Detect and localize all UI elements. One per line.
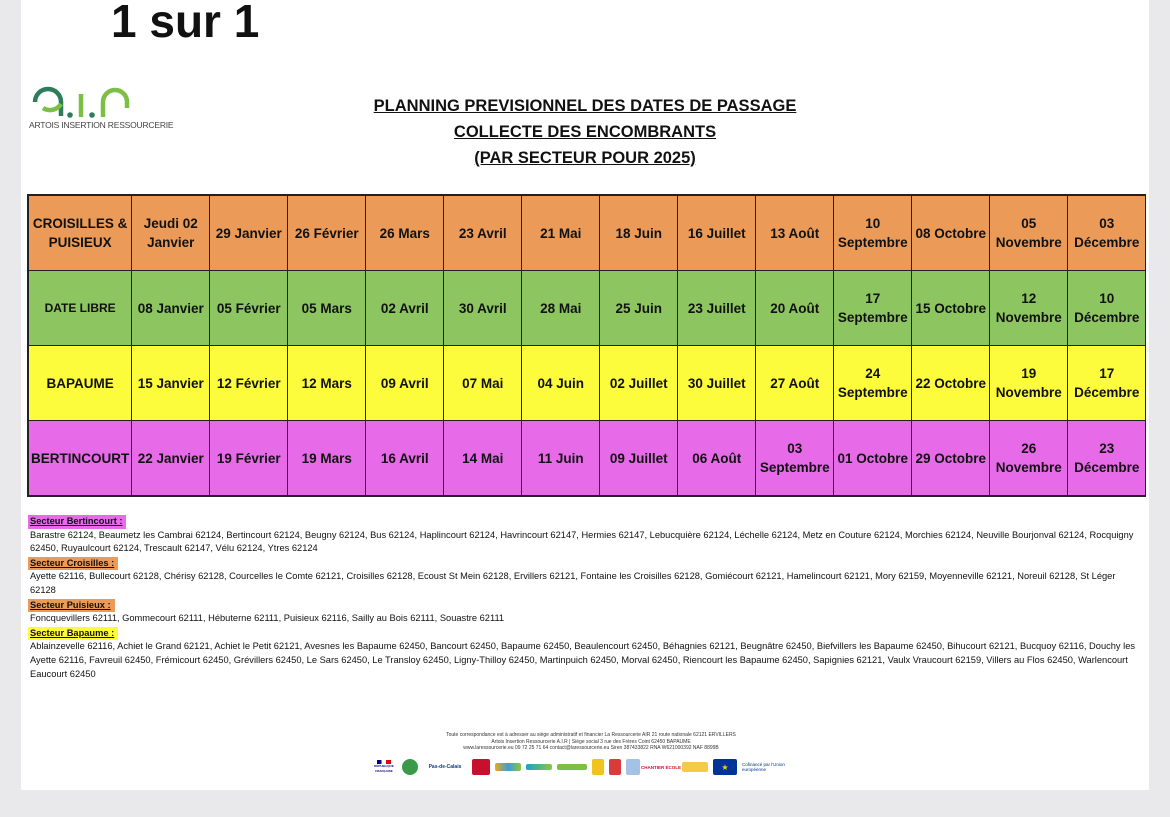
date-cell: 08 Octobre <box>912 195 990 271</box>
page-counter: 1 sur 1 <box>111 0 260 47</box>
sector-communes-bertincourt: Barastre 62124, Beaumetz les Cambrai 62124, Bertincourt 62124, Beugny 62124, Bus 62124, Haplincourt 62124, Havrincourt 62147, Hermies 62147, Lebucquière 62124, Léchelle 62124, Metz en Couture 62124, Morchies 62124, Neuville Bourjonval 62124, Rocquigny 62450, Ruyaulcourt 62124, Trescault 62147, Vélu 62124, Ytres 62124 <box>30 529 1134 554</box>
date-cell: 19 Novembre <box>990 346 1068 421</box>
date-cell: 01 Octobre <box>834 421 912 497</box>
sector-communes-croisilles: Ayette 62116, Bullecourt 62128, Chérisy 62128, Courcelles le Comte 62121, Croisilles 62128, Ecoust St Mein 62128, Ervillers 62121, Fontaine les Croisilles 62128, Gomiécourt 62121, Hamelincourt 62121, Mory 62159, Moyenneville 62121, Noreuil 62128, St Léger 62128 <box>30 571 1116 595</box>
date-cell: 04 Juin <box>522 346 600 421</box>
date-cell: 17 Décembre <box>1068 346 1146 421</box>
schedule-row <box>28 346 1146 421</box>
chantier-ecole-label: CHANTIER ÉCOLE <box>641 764 682 770</box>
date-cell: 11 Juin <box>522 421 600 497</box>
schedule-table <box>27 194 1146 497</box>
sector-communes-bapaume: Ablainzevelle 62116, Achiet le Grand 62121, Achiet le Petit 62121, Avesnes les Bapaume 62450, Bancourt 62450, Bapaume 62450, Beaulencourt 62450, Béhagnies 62121, Beugnâtre 62450, Biefvillers les Bapaume 62450, Bihucourt 62121, Bucquoy 62116, Douchy les Ayette 62116, Favreuil 62450, Frémicourt 62450, Grévillers 62450, Le Sars 62450, Le Transloy 62450, Ligny-Thilloy 62450, Martinpuich 62450, Morval 62450, Riencourt les Bapaume 62450, Sapignies 62121, Vaulx Vraucourt 62159, Villers au Flos 62450, Warlencourt Eaucourt 62450 <box>30 641 1136 679</box>
pas-de-calais-logo <box>423 759 467 775</box>
date-cell: 07 Mai <box>444 346 522 421</box>
date-cell: 12 Février <box>210 346 288 421</box>
air-logo-mark <box>29 80 141 120</box>
pas-de-calais-label: Pas-de-Calais <box>428 764 462 770</box>
partner-logo-5 <box>592 759 604 775</box>
footer-address <box>381 732 801 752</box>
air-logo <box>29 80 174 136</box>
title-line-2: COLLECTE DES ENCOMBRANTS <box>453 123 717 141</box>
partner-logo-wave <box>526 764 552 770</box>
partner-logo-6 <box>609 759 621 775</box>
logo-subtitle: ARTOIS INSERTION RESSOURCERIE <box>29 120 174 130</box>
partner-logo-red <box>472 759 490 775</box>
date-cell: 16 Juillet <box>678 195 756 271</box>
date-cell: 30 Avril <box>444 271 522 346</box>
date-cell: Jeudi 02 Janvier <box>132 195 210 271</box>
title-line-3: (PAR SECTEUR POUR 2025) <box>474 149 696 167</box>
date-cell: 12 Novembre <box>990 271 1068 346</box>
date-cell: 22 Janvier <box>132 421 210 497</box>
date-cell: 09 Juillet <box>600 421 678 497</box>
date-cell: 03 Décembre <box>1068 195 1146 271</box>
date-cell: 15 Janvier <box>132 346 210 421</box>
partner-logo-8 <box>682 762 708 772</box>
footer-line-2: Artois Insertion Ressourcerie A.I.R | Siège social 3 rue des Frères Coint 62450 BAPAUME <box>491 738 691 745</box>
date-cell: 26 Mars <box>366 195 444 271</box>
date-cell: 21 Mai <box>522 195 600 271</box>
sector-label-cell: BAPAUME <box>28 346 132 421</box>
sector-label-cell: DATE LIBRE <box>28 271 132 346</box>
date-cell: 26 Novembre <box>990 421 1068 497</box>
sector-heading-puisieux: Secteur Puisieux : <box>28 599 115 613</box>
date-cell: 19 Mars <box>288 421 366 497</box>
partner-logo-4 <box>557 764 587 770</box>
date-cell: 22 Octobre <box>912 346 990 421</box>
partner-logo-7 <box>626 759 640 775</box>
date-cell: 06 Août <box>678 421 756 497</box>
partner-logos <box>371 756 801 778</box>
date-cell: 02 Avril <box>366 271 444 346</box>
sectors-list <box>28 514 1138 681</box>
eu-flag-icon: ★ <box>713 759 737 775</box>
title-line-1: PLANNING PREVISIONNEL DES DATES DE PASSAGE <box>373 97 797 115</box>
date-cell: 12 Mars <box>288 346 366 421</box>
partner-logo-multicolor <box>495 763 521 771</box>
footer-line-1: Toute correspondance est à adresser au siège administratif et financier La Ressourcerie AIR 21 route nationale 62121 ERVILLERS <box>446 732 736 738</box>
date-cell: 23 Juillet <box>678 271 756 346</box>
date-cell: 23 Décembre <box>1068 421 1146 497</box>
sector-heading-bertincourt: Secteur Bertincourt : <box>28 515 126 529</box>
sector-communes-puisieux: Foncquevillers 62111, Gommecourt 62111, Hébuterne 62111, Puisieux 62116, Sailly au Bois 62111, Souastre 62111 <box>30 613 505 624</box>
date-cell: 03 Septembre <box>756 421 834 497</box>
republique-francaise-logo <box>371 759 397 775</box>
date-cell: 09 Avril <box>366 346 444 421</box>
date-cell: 27 Août <box>756 346 834 421</box>
footer-line-3: www.laressourcerie.eu 09 72 25 71 64 contact@laressourcerie.eu Siren 387433822 RNA W621000392 NAF 8899B <box>463 745 719 751</box>
eu-cofinance-label: Cofinancé par l'Union européenne <box>742 759 796 775</box>
date-cell: 19 Février <box>210 421 288 497</box>
date-cell: 23 Avril <box>444 195 522 271</box>
date-cell: 14 Mai <box>444 421 522 497</box>
date-cell: 20 Août <box>756 271 834 346</box>
date-cell: 26 Février <box>288 195 366 271</box>
date-cell: 10 Décembre <box>1068 271 1146 346</box>
date-cell: 05 Mars <box>288 271 366 346</box>
date-cell: 28 Mai <box>522 271 600 346</box>
sector-label-cell: CROISILLES & PUISIEUX <box>28 195 132 271</box>
document-title <box>321 93 849 171</box>
date-cell: 15 Octobre <box>912 271 990 346</box>
date-cell: 30 Juillet <box>678 346 756 421</box>
date-cell: 29 Octobre <box>912 421 990 497</box>
date-cell: 05 Novembre <box>990 195 1068 271</box>
schedule-row <box>28 271 1146 346</box>
date-cell: 25 Juin <box>600 271 678 346</box>
date-cell: 24 Septembre <box>834 346 912 421</box>
sector-label-cell: BERTINCOURT <box>28 421 132 497</box>
date-cell: 08 Janvier <box>132 271 210 346</box>
sector-heading-croisilles: Secteur Croisilles : <box>28 557 118 571</box>
date-cell: 17 Septembre <box>834 271 912 346</box>
date-cell: 05 Février <box>210 271 288 346</box>
chantier-ecole-logo <box>641 759 682 775</box>
partner-logo-green <box>402 759 418 775</box>
date-cell: 02 Juillet <box>600 346 678 421</box>
date-cell: 10 Septembre <box>834 195 912 271</box>
date-cell: 16 Avril <box>366 421 444 497</box>
schedule-row <box>28 195 1146 271</box>
date-cell: 13 Août <box>756 195 834 271</box>
date-cell: 29 Janvier <box>210 195 288 271</box>
document-page <box>21 0 1149 790</box>
republique-label: RÉPUBLIQUE FRANÇAISE <box>374 764 394 773</box>
schedule-row <box>28 421 1146 497</box>
sector-heading-bapaume: Secteur Bapaume : <box>28 627 118 641</box>
date-cell: 18 Juin <box>600 195 678 271</box>
